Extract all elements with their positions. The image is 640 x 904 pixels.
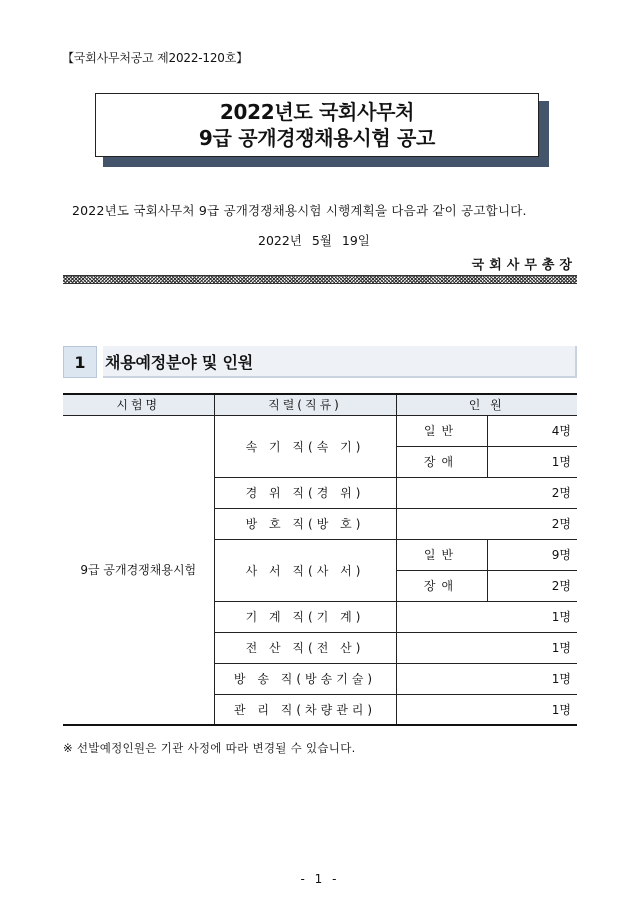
job-cell: 전 산 직(전 산) bbox=[214, 632, 396, 663]
count-cell: 1명 bbox=[487, 446, 577, 477]
exam-name-cell: 9급 공개경쟁채용시험 bbox=[63, 415, 214, 725]
job-cell: 방 호 직(방 호) bbox=[214, 508, 396, 539]
count-cell: 2명 bbox=[396, 508, 577, 539]
footnote: ※ 선발예정인원은 기관 사정에 따라 변경될 수 있습니다. bbox=[63, 741, 356, 755]
decorative-divider bbox=[63, 275, 577, 284]
job-cell: 관 리 직(차량관리) bbox=[214, 694, 396, 725]
header-headcount: 인 원 bbox=[396, 394, 577, 415]
count-cell: 1명 bbox=[396, 663, 577, 694]
page-number: - 1 - bbox=[300, 872, 340, 886]
job-cell: 기 계 직(기 계) bbox=[214, 601, 396, 632]
section-heading bbox=[63, 346, 577, 378]
count-cell: 1명 bbox=[396, 601, 577, 632]
sub-category-cell: 장애 bbox=[396, 570, 487, 601]
header-job-series: 직렬(직류) bbox=[214, 394, 396, 415]
notice-number: 【국회사무처공고 제2022-120호】 bbox=[62, 51, 248, 65]
count-cell: 2명 bbox=[396, 477, 577, 508]
count-cell: 2명 bbox=[487, 570, 577, 601]
job-cell: 사 서 직(사 서) bbox=[214, 539, 396, 601]
count-cell: 4명 bbox=[487, 415, 577, 446]
count-cell: 9명 bbox=[487, 539, 577, 570]
job-cell: 방 송 직(방송기술) bbox=[214, 663, 396, 694]
sub-category-cell: 장애 bbox=[396, 446, 487, 477]
title-line-2: 9급 공개경쟁채용시험 공고 bbox=[198, 126, 436, 150]
title-box bbox=[95, 93, 539, 157]
issuer: 국회사무총장 bbox=[471, 258, 577, 273]
section-title-bar bbox=[103, 346, 577, 378]
title-line-1: 2022년도 국회사무처 bbox=[219, 100, 415, 124]
job-cell: 속 기 직(속 기) bbox=[214, 415, 396, 477]
section-title: 채용예정분야 및 인원 bbox=[105, 352, 254, 372]
table-header-row bbox=[63, 394, 577, 415]
section-number: 1 bbox=[63, 346, 97, 378]
count-cell: 1명 bbox=[396, 694, 577, 725]
job-cell: 경 위 직(경 위) bbox=[214, 477, 396, 508]
count-cell: 1명 bbox=[396, 632, 577, 663]
table-row bbox=[63, 415, 577, 446]
header-exam-name: 시험명 bbox=[63, 394, 214, 415]
sub-category-cell: 일반 bbox=[396, 415, 487, 446]
recruitment-table bbox=[63, 393, 577, 726]
announcement-date: 2022년 5월 19일 bbox=[258, 233, 370, 248]
sub-category-cell: 일반 bbox=[396, 539, 487, 570]
intro-text: 2022년도 국회사무처 9급 공개경쟁채용시험 시행계획을 다음과 같이 공고합니다. bbox=[72, 203, 527, 218]
